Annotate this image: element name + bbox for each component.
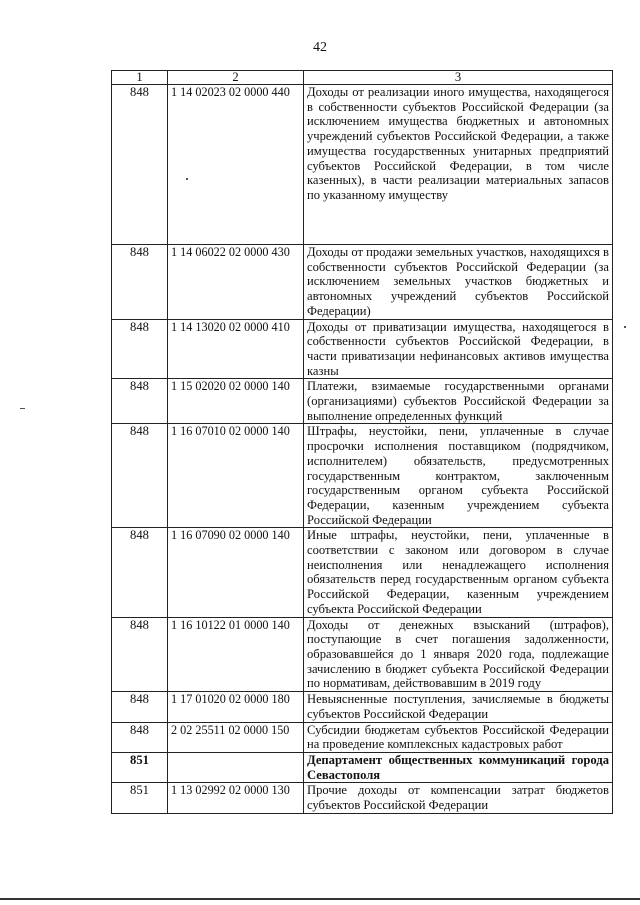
department-row	[112, 752, 613, 782]
admin-code-cell: 848	[112, 85, 168, 245]
table-row	[112, 528, 613, 617]
admin-code-cell: 848	[112, 692, 168, 722]
admin-code-cell: 848	[112, 424, 168, 528]
admin-code-cell: 848	[112, 528, 168, 617]
revenue-name-cell: Доходы от реализации иного имущества, находящегося в собственности субъектов Российской Федерации (за исключением имущества бюджетных и автономных учреждений субъектов Российской Федерации, а также имущества государственных унитарных предприятий субъектов Российской Федерации, в том числе казенных), в части реализации материальных запасов по указанному имуществу	[304, 85, 613, 245]
admin-code-cell: 848	[112, 617, 168, 692]
revenue-name-cell: Доходы от приватизации имущества, находящегося в собственности субъектов Российской Федерации, в части приватизации нефинансовых активов имущества казны	[304, 319, 613, 379]
scan-speck	[624, 326, 626, 328]
department-name-cell: Департамент общественных коммуникаций города Севастополя	[304, 752, 613, 782]
admin-code-cell: 851	[112, 752, 168, 782]
revenue-name-cell: Иные штрафы, неустойки, пени, уплаченные в соответствии с законом или договором в случае неисполнения или ненадлежащего исполнения обязательств перед государственным органом субъекта Российской Федерации, казенным учреждением субъекта Российской Федерации	[304, 528, 613, 617]
admin-code-cell: 848	[112, 722, 168, 752]
scan-speck	[20, 408, 25, 409]
revenue-code-cell: 1 14 13020 02 0000 410	[168, 319, 304, 379]
revenue-name-cell: Доходы от продажи земельных участков, находящихся в собственности субъектов Российской Федерации (за исключением земельных участков бюджетных и автономных учреждений субъектов Российской Федерации)	[304, 245, 613, 320]
table-row	[112, 617, 613, 692]
scan-speck	[186, 178, 188, 180]
table-header-row	[112, 71, 613, 85]
revenue-name-cell: Штрафы, неустойки, пени, уплаченные в случае просрочки исполнения поставщиком (подрядчиком, исполнителем) обязательств, предусмотренных государственным контрактом, заключенным государственным органом субъекта Российской Федерации, казенным учреждением субъекта Российской Федерации	[304, 424, 613, 528]
scan-edge-line	[0, 898, 640, 900]
page-number: 42	[313, 40, 327, 55]
header-col-2: 2	[168, 71, 304, 85]
table-row	[112, 722, 613, 752]
table-row	[112, 245, 613, 320]
revenue-code-cell: 1 15 02020 02 0000 140	[168, 379, 304, 424]
revenue-code-cell: 1 14 02023 02 0000 440	[168, 85, 304, 245]
table-row	[112, 319, 613, 379]
header-col-1: 1	[112, 71, 168, 85]
table-row	[112, 379, 613, 424]
table-row	[112, 85, 613, 245]
revenue-code-cell: 1 13 02992 02 0000 130	[168, 783, 304, 813]
revenue-code-cell: 1 17 01020 02 0000 180	[168, 692, 304, 722]
revenue-name-cell: Прочие доходы от компенсации затрат бюджетов субъектов Российской Федерации	[304, 783, 613, 813]
revenue-code-cell: 2 02 25511 02 0000 150	[168, 722, 304, 752]
revenue-code-cell: 1 16 10122 01 0000 140	[168, 617, 304, 692]
table-row	[112, 692, 613, 722]
revenue-code-cell: 1 16 07090 02 0000 140	[168, 528, 304, 617]
header-col-3: 3	[304, 71, 613, 85]
revenue-name-cell: Платежи, взимаемые государственными органами (организациями) субъектов Российской Федерации за выполнение определенных функций	[304, 379, 613, 424]
revenue-name-cell: Невыясненные поступления, зачисляемые в бюджеты субъектов Российской Федерации	[304, 692, 613, 722]
table-row	[112, 783, 613, 813]
revenue-code-cell	[168, 752, 304, 782]
admin-code-cell: 848	[112, 379, 168, 424]
revenue-name-cell: Доходы от денежных взысканий (штрафов), поступающие в счет погашения задолженности, образовавшейся до 1 января 2020 года, подлежащие зачислению в бюджет субъекта Российской Федерации по нормативам, действовавшим в 2019 году	[304, 617, 613, 692]
admin-code-cell: 851	[112, 783, 168, 813]
revenue-code-cell: 1 14 06022 02 0000 430	[168, 245, 304, 320]
revenue-code-cell: 1 16 07010 02 0000 140	[168, 424, 304, 528]
revenue-codes-table	[111, 70, 613, 814]
revenue-name-cell: Субсидии бюджетам субъектов Российской Федерации на проведение комплексных кадастровых работ	[304, 722, 613, 752]
admin-code-cell: 848	[112, 319, 168, 379]
table-row	[112, 424, 613, 528]
admin-code-cell: 848	[112, 245, 168, 320]
